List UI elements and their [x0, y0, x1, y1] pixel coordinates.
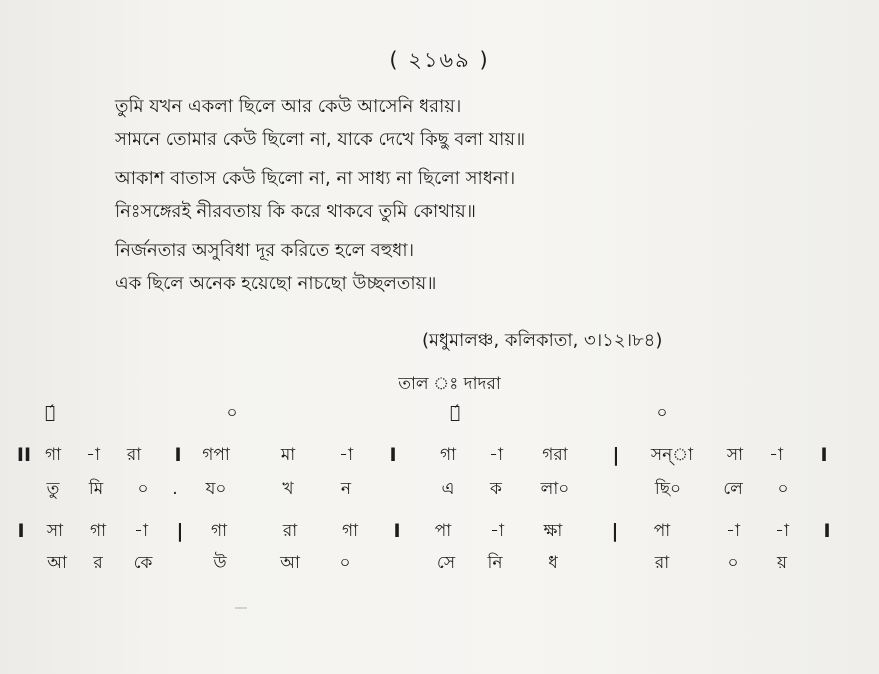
lyric-syllable: ০ — [777, 479, 789, 499]
lyric-syllable: . — [172, 479, 178, 499]
lyric-syllable: খ — [282, 479, 294, 499]
beat-marker-row — [0, 398, 879, 428]
swar-note: গা — [44, 445, 62, 465]
swar-note: ক্ষা — [543, 521, 563, 541]
swar-note: গা — [439, 445, 457, 465]
swar-note: -া — [489, 445, 503, 465]
bar-line: I — [393, 520, 401, 542]
lyric-line: সামনে তোমার কেউ ছিলো না, যাকে দেখে কিছু বলা যায়॥ — [115, 129, 526, 150]
swar-note: গা — [341, 521, 359, 541]
swar-note: গা — [210, 521, 228, 541]
lyric-syllable-row — [0, 474, 879, 504]
bar-line: I — [820, 444, 828, 466]
lyric-line: নিঃসঙ্গেরই নীরবতায় কি করে থাকবে তুমি কোথায়॥ — [115, 201, 476, 222]
swar-note: গরা — [542, 445, 568, 465]
swar-note: গপা — [202, 445, 230, 465]
swar-note: -া — [769, 445, 783, 465]
lyric-syllable: ছি০ — [654, 479, 682, 499]
swar-note: মা — [280, 445, 296, 465]
swar-note: -া — [339, 445, 353, 465]
beat-marker: ০ — [226, 403, 238, 423]
lyric-syllable: সে — [436, 553, 456, 573]
page-smudge — [235, 607, 247, 609]
swar-note: সন্া — [650, 445, 694, 465]
swar-note: -া — [726, 521, 740, 541]
swar-note: সা — [726, 445, 744, 465]
swar-note: গা — [89, 521, 107, 541]
lyric-syllable: তু — [46, 479, 60, 499]
lyric-syllable: কে — [133, 553, 153, 573]
swar-note: -া — [86, 445, 100, 465]
lyric-syllable: ক — [490, 479, 502, 499]
swar-note: -া — [134, 521, 148, 541]
bar-line: I — [823, 520, 831, 542]
swar-note: পা — [653, 521, 671, 541]
lyric-line: তুমি যখন একলা ছিলে আর কেউ আসেনি ধরায়। — [115, 96, 462, 117]
lyric-syllable: মি — [88, 479, 104, 499]
beat-marker: ১́ — [44, 403, 56, 423]
lyric-syllable: য০ — [205, 479, 227, 499]
swar-note: পা — [434, 521, 452, 541]
lyric-syllable: লে — [723, 479, 743, 499]
bar-line: I — [174, 444, 182, 466]
lyric-syllable: লা০ — [540, 479, 570, 499]
lyric-line: নির্জনতার অসুবিধা দূর করিতে হলে বহুধা। — [115, 240, 415, 261]
lyric-line: আকাশ বাতাস কেউ ছিলো না, না সাধ্য না ছিলো সাধনা। — [115, 168, 516, 189]
lyric-line: এক ছিলে অনেক হয়েছো নাচছো উচ্ছলতায়॥ — [115, 273, 437, 294]
lyric-syllable: রা — [654, 553, 670, 573]
bar-line: I — [389, 444, 397, 466]
beat-marker: ০ — [656, 403, 668, 423]
swar-note: -া — [490, 521, 504, 541]
lyric-syllable: ন — [340, 479, 352, 499]
lyric-syllable: র — [93, 553, 103, 573]
source-citation: (মধুমালঞ্চ, কলিকাতা, ৩।১২।৮৪) — [422, 330, 663, 351]
bar-line: | — [176, 520, 184, 542]
swar-note: রা — [126, 445, 142, 465]
swar-note: -া — [775, 521, 789, 541]
lyric-syllable: ০ — [137, 479, 149, 499]
swar-row — [0, 516, 879, 546]
lyric-syllable: ০ — [727, 553, 739, 573]
lyric-syllable: উ — [213, 553, 227, 573]
lyric-syllable: আ — [280, 553, 300, 573]
lyric-syllable: য় — [776, 553, 788, 573]
lyric-syllable: আ — [47, 553, 67, 573]
lyric-syllable: ০ — [339, 553, 351, 573]
swar-note: রা — [282, 521, 298, 541]
double-bar: II — [16, 444, 32, 466]
lyric-syllable: এ — [441, 479, 455, 499]
bar-line: | — [612, 444, 620, 466]
lyric-syllable-row — [0, 548, 879, 578]
taal-heading: তাল ঃ দাদরা — [398, 374, 501, 394]
lyric-syllable: ধ — [548, 553, 558, 573]
swar-note: সা — [46, 521, 64, 541]
beat-marker: ১́ — [449, 403, 461, 423]
lyrics-block — [115, 90, 815, 300]
swar-row — [0, 440, 879, 470]
bar-line: I — [17, 520, 25, 542]
bar-line: | — [611, 520, 619, 542]
lyric-syllable: নি — [487, 553, 503, 573]
song-number: ( ২১৬৯ ) — [389, 48, 490, 72]
